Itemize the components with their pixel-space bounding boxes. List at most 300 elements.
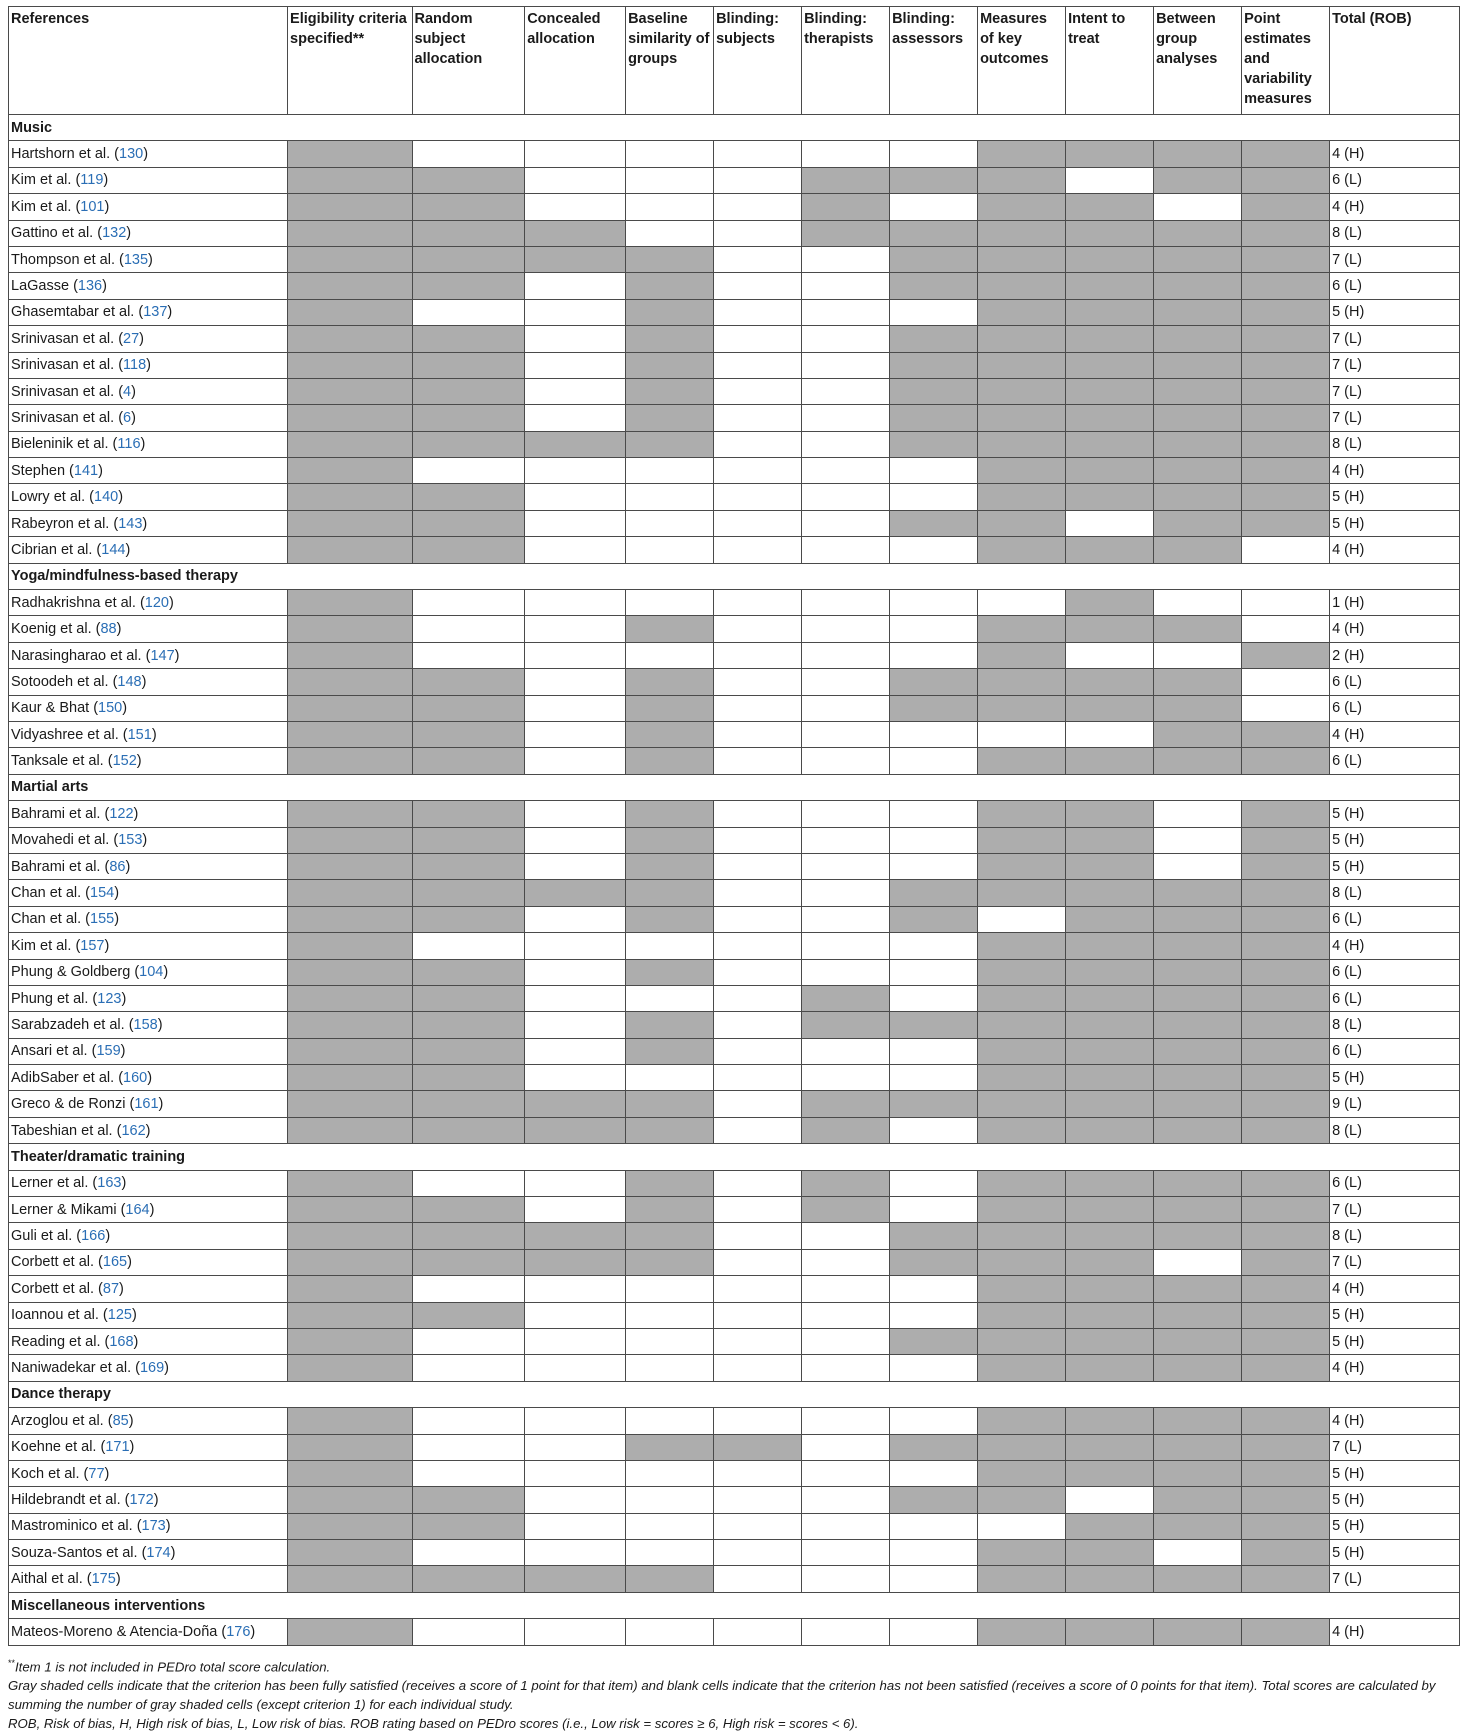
reference-cell (9, 405, 288, 431)
criterion-cell-satisfied (978, 1355, 1066, 1381)
citation-link[interactable]: 141 (73, 462, 99, 479)
column-header-random-allocation: Random subject allocation (412, 7, 525, 115)
criterion-cell-satisfied (1242, 933, 1330, 959)
criterion-cell-unsatisfied (1066, 510, 1154, 536)
criterion-cell-satisfied (288, 220, 412, 246)
citation-close-paren: ) (131, 1307, 137, 1324)
total-rob-cell: 5 (H) (1330, 827, 1460, 853)
reference-name: Radhakrishna et al. (11, 594, 136, 611)
criterion-cell-satisfied (288, 721, 412, 747)
citation-open-paren: ( (134, 304, 144, 321)
citation-link[interactable]: 159 (96, 1043, 121, 1060)
criterion-cell-satisfied (1154, 326, 1242, 352)
citation-link[interactable]: 104 (139, 964, 164, 981)
citation-close-paren: ) (148, 251, 153, 268)
table-row (9, 141, 1460, 167)
criterion-cell-satisfied (412, 1223, 525, 1249)
criterion-cell-unsatisfied (714, 933, 802, 959)
reference-cell (9, 906, 288, 932)
citation-link[interactable]: 152 (112, 753, 137, 770)
citation-open-paren: ( (79, 1465, 89, 1482)
criterion-cell-satisfied (412, 167, 525, 193)
criterion-cell-unsatisfied (714, 853, 802, 879)
citation-link[interactable]: 144 (101, 541, 126, 558)
criterion-cell-satisfied (1066, 748, 1154, 774)
criterion-cell-satisfied (1066, 1619, 1154, 1645)
citation-link[interactable]: 120 (144, 594, 169, 611)
category-title: Theater/dramatic training (9, 1144, 1460, 1170)
criterion-cell-satisfied (626, 880, 714, 906)
column-header-key-outcomes: Measures of key outcomes (978, 7, 1066, 115)
criterion-cell-satisfied (1066, 484, 1154, 510)
criterion-cell-unsatisfied (1154, 827, 1242, 853)
criterion-cell-satisfied (978, 801, 1066, 827)
criterion-cell-satisfied (1154, 458, 1242, 484)
criterion-cell-satisfied (978, 1619, 1066, 1645)
criterion-cell-satisfied (1242, 431, 1330, 457)
citation-link[interactable]: 137 (143, 304, 168, 321)
citation-link[interactable]: 161 (134, 1096, 159, 1113)
citation-link[interactable]: 136 (77, 278, 103, 295)
total-rob-cell: 7 (L) (1330, 378, 1460, 404)
criterion-cell-unsatisfied (626, 1619, 714, 1645)
citation-link[interactable]: 158 (133, 1016, 158, 1033)
criterion-cell-unsatisfied (802, 1566, 890, 1592)
criterion-cell-satisfied (978, 167, 1066, 193)
criterion-cell-unsatisfied (714, 273, 802, 299)
table-row (9, 431, 1460, 457)
column-header-blinding-assessors: Blinding: assessors (890, 7, 978, 115)
criterion-cell-satisfied (1066, 537, 1154, 563)
citation-link[interactable]: 4 (123, 383, 132, 400)
criterion-cell-unsatisfied (802, 1540, 890, 1566)
column-header-baseline-similarity: Baseline similarity of groups (626, 7, 714, 115)
citation-link[interactable]: 155 (90, 911, 115, 928)
reference-cell (9, 721, 288, 747)
total-rob-cell: 6 (L) (1330, 959, 1460, 985)
citation-link[interactable]: 130 (119, 146, 144, 163)
criterion-cell-satisfied (1154, 405, 1242, 431)
citation-close-paren: ) (103, 172, 109, 189)
citation-link[interactable]: 122 (109, 805, 134, 822)
citation-link[interactable]: 123 (97, 990, 122, 1007)
criterion-cell-unsatisfied (802, 431, 890, 457)
criterion-cell-unsatisfied (802, 1065, 890, 1091)
criterion-cell-satisfied (1154, 484, 1242, 510)
criterion-cell-satisfied (1066, 1408, 1154, 1434)
reference-cell (9, 1513, 288, 1539)
citation-link[interactable]: 148 (117, 673, 142, 690)
citation-link[interactable]: 169 (139, 1360, 165, 1377)
criterion-cell-satisfied (1242, 1540, 1330, 1566)
criterion-cell-satisfied (288, 1249, 412, 1275)
criterion-cell-satisfied (1154, 959, 1242, 985)
table-row (9, 959, 1460, 985)
criterion-cell-satisfied (626, 1117, 714, 1143)
criterion-cell-satisfied (1066, 194, 1154, 220)
criterion-cell-unsatisfied (525, 141, 626, 167)
citation-link[interactable]: 172 (129, 1492, 154, 1508)
criterion-cell-satisfied (890, 695, 978, 721)
total-rob-cell: 5 (H) (1330, 1487, 1460, 1513)
reference-cell (9, 1170, 288, 1196)
citation-link[interactable]: 118 (123, 357, 147, 374)
citation-link[interactable]: 171 (105, 1439, 130, 1456)
reference-name: Bieleninik et al. (11, 436, 109, 453)
citation-open-paren: ( (132, 1518, 142, 1535)
criterion-cell-satisfied (288, 299, 412, 325)
total-rob-cell: 4 (H) (1330, 1355, 1460, 1381)
criterion-cell-unsatisfied (626, 194, 714, 220)
reference-name: Koch et al. (11, 1465, 80, 1482)
footnote-text: Item 1 is not included in PEDro total score calculation. (15, 1659, 331, 1675)
total-rob-cell: 6 (L) (1330, 748, 1460, 774)
citation-link[interactable]: 140 (94, 489, 119, 506)
criterion-cell-satisfied (890, 1091, 978, 1117)
criterion-cell-satisfied (1242, 167, 1330, 193)
criterion-cell-satisfied (1154, 220, 1242, 246)
criterion-cell-satisfied (412, 378, 525, 404)
citation-link[interactable]: 27 (123, 330, 140, 347)
criterion-cell-unsatisfied (890, 616, 978, 642)
criterion-cell-unsatisfied (714, 141, 802, 167)
criterion-cell-satisfied (1242, 801, 1330, 827)
citation-close-paren: ) (149, 1201, 155, 1218)
reference-name: Arzoglou et al. (11, 1412, 104, 1429)
category-row (9, 1144, 1460, 1170)
criterion-cell-satisfied (1066, 1434, 1154, 1460)
criterion-cell-satisfied (288, 1012, 412, 1038)
criterion-cell-satisfied (412, 431, 525, 457)
total-rob-cell: 4 (H) (1330, 141, 1460, 167)
column-header-between-group: Between group analyses (1154, 7, 1242, 115)
criterion-cell-satisfied (802, 1197, 890, 1223)
total-rob-cell: 4 (H) (1330, 537, 1460, 563)
citation-open-paren: ( (88, 990, 98, 1007)
criterion-cell-satisfied (1066, 1513, 1154, 1539)
citation-open-paren: ( (72, 1228, 82, 1245)
reference-name: Greco & de Ronzi (11, 1096, 126, 1113)
citation-close-paren: ) (102, 278, 107, 295)
citation-link[interactable]: 143 (118, 515, 143, 532)
citation-link[interactable]: 125 (107, 1307, 132, 1324)
citation-close-paren: ) (127, 1254, 132, 1271)
criterion-cell-satisfied (412, 695, 525, 721)
criterion-cell-satisfied (978, 1540, 1066, 1566)
criterion-cell-satisfied (1154, 669, 1242, 695)
criterion-cell-unsatisfied (412, 616, 525, 642)
criterion-cell-unsatisfied (626, 537, 714, 563)
citation-link[interactable]: 162 (121, 1122, 146, 1139)
criterion-cell-satisfied (412, 1302, 525, 1328)
citation-open-paren: ( (89, 700, 99, 717)
criterion-cell-satisfied (1242, 959, 1330, 985)
criterion-cell-satisfied (525, 1223, 626, 1249)
reference-name: Narasingharao et al. (11, 647, 142, 664)
criterion-cell-satisfied (288, 1065, 412, 1091)
citation-link[interactable]: 85 (112, 1412, 129, 1429)
criterion-cell-satisfied (1242, 1091, 1330, 1117)
total-rob-cell: 5 (H) (1330, 510, 1460, 536)
criterion-cell-satisfied (1242, 1355, 1330, 1381)
citation-link[interactable]: 175 (91, 1571, 116, 1588)
reference-name: Bahrami et al. (11, 858, 101, 875)
criterion-cell-unsatisfied (802, 590, 890, 616)
criterion-cell-unsatisfied (1154, 194, 1242, 220)
citation-open-paren: ( (114, 251, 124, 268)
criterion-cell-unsatisfied (714, 801, 802, 827)
total-rob-cell: 8 (L) (1330, 1223, 1460, 1249)
citation-link[interactable]: 86 (109, 858, 126, 875)
criterion-cell-satisfied (978, 1065, 1066, 1091)
criterion-cell-unsatisfied (525, 590, 626, 616)
criterion-cell-satisfied (288, 458, 412, 484)
criterion-cell-satisfied (1066, 1065, 1154, 1091)
criterion-cell-unsatisfied (890, 299, 978, 325)
criterion-cell-unsatisfied (802, 1223, 890, 1249)
category-title: Martial arts (9, 774, 1460, 800)
table-row (9, 1328, 1460, 1354)
table-row (9, 1065, 1460, 1091)
citation-link[interactable]: 147 (150, 647, 175, 664)
criterion-cell-satisfied (890, 1012, 978, 1038)
criterion-cell-satisfied (1242, 1513, 1330, 1539)
criterion-cell-satisfied (890, 1487, 978, 1513)
reference-name: Bahrami et al. (11, 805, 101, 822)
criterion-cell-satisfied (288, 853, 412, 879)
criterion-cell-satisfied (1242, 1197, 1330, 1223)
citation-link[interactable]: 164 (125, 1201, 150, 1218)
criterion-cell-unsatisfied (714, 906, 802, 932)
total-rob-cell: 5 (H) (1330, 853, 1460, 879)
criterion-cell-satisfied (1242, 326, 1330, 352)
criterion-cell-satisfied (1154, 985, 1242, 1011)
criterion-cell-unsatisfied (525, 642, 626, 668)
citation-link[interactable]: 166 (81, 1228, 106, 1245)
criterion-cell-unsatisfied (890, 1460, 978, 1486)
reference-name: Hartshorn et al. (11, 146, 111, 163)
criterion-cell-satisfied (1066, 1012, 1154, 1038)
citation-link[interactable]: 168 (109, 1333, 134, 1350)
column-header-concealed-allocation: Concealed allocation (525, 7, 626, 115)
citation-open-paren: ( (109, 515, 119, 532)
citation-link[interactable]: 160 (123, 1069, 148, 1086)
citation-link[interactable]: 87 (102, 1280, 120, 1297)
criterion-cell-unsatisfied (525, 1065, 626, 1091)
citation-link[interactable]: 176 (226, 1623, 251, 1640)
shading-legend: Gray shaded cells indicate that the criterion has been fully satisfied (receives a score of 1 point for that item) and blank cells indicate that the criterion has not been satisfied (receives a score of 0 points for that item). Total scores are calculated by summing the number of gray shaded cells (except criterion 1) for each individual study. (8, 1678, 1436, 1713)
criterion-cell-unsatisfied (525, 405, 626, 431)
criterion-cell-satisfied (978, 642, 1066, 668)
criterion-cell-satisfied (288, 1566, 412, 1592)
reference-cell (9, 1276, 288, 1302)
citation-link[interactable]: 163 (97, 1175, 122, 1192)
citation-link[interactable]: 150 (98, 700, 123, 717)
criterion-cell-unsatisfied (802, 246, 890, 272)
reference-name: Guli et al. (11, 1228, 73, 1245)
citation-link[interactable]: 132 (102, 225, 127, 242)
citation-link[interactable]: 6 (123, 409, 132, 426)
criterion-cell-satisfied (412, 827, 525, 853)
table-row (9, 721, 1460, 747)
criterion-cell-unsatisfied (1154, 1249, 1242, 1275)
criterion-cell-satisfied (1242, 1460, 1330, 1486)
criterion-cell-unsatisfied (802, 721, 890, 747)
criterion-cell-unsatisfied (525, 1038, 626, 1064)
reference-name: Cibrian et al. (11, 541, 93, 558)
reference-name: Lowry et al. (11, 489, 86, 506)
footnote (8, 1654, 1460, 1676)
criterion-cell-satisfied (1154, 1065, 1242, 1091)
reference-name: Ioannou et al. (11, 1307, 99, 1324)
criterion-cell-unsatisfied (626, 1302, 714, 1328)
criterion-cell-satisfied (1066, 352, 1154, 378)
criterion-cell-satisfied (978, 880, 1066, 906)
citation-close-paren: ) (136, 753, 142, 770)
reference-name: Thompson et al. (11, 251, 115, 268)
citation-close-paren: ) (116, 621, 122, 638)
criterion-cell-unsatisfied (714, 880, 802, 906)
criterion-cell-satisfied (1154, 906, 1242, 932)
criterion-cell-unsatisfied (890, 1276, 978, 1302)
criterion-cell-satisfied (890, 1434, 978, 1460)
criterion-cell-unsatisfied (890, 1566, 978, 1592)
reference-cell (9, 853, 288, 879)
criterion-cell-unsatisfied (525, 299, 626, 325)
citation-link[interactable]: 101 (80, 198, 105, 215)
criterion-cell-satisfied (978, 1038, 1066, 1064)
table-row (9, 273, 1460, 299)
total-rob-cell: 5 (H) (1330, 1302, 1460, 1328)
citation-link[interactable]: 174 (146, 1544, 171, 1561)
table-row (9, 985, 1460, 1011)
criterion-cell-satisfied (412, 1117, 525, 1143)
criterion-cell-satisfied (525, 1091, 626, 1117)
citation-close-paren: ) (105, 1228, 111, 1245)
criterion-cell-unsatisfied (714, 1513, 802, 1539)
citation-link[interactable]: 116 (117, 436, 141, 453)
criterion-cell-satisfied (802, 220, 890, 246)
criterion-cell-satisfied (412, 537, 525, 563)
criterion-cell-unsatisfied (714, 721, 802, 747)
citation-link[interactable]: 165 (102, 1254, 128, 1271)
criterion-cell-unsatisfied (714, 1117, 802, 1143)
risk-of-bias-table (8, 6, 1460, 1646)
criterion-cell-unsatisfied (714, 1197, 802, 1223)
citation-link[interactable]: 77 (88, 1465, 105, 1482)
criterion-cell-satisfied (1154, 1197, 1242, 1223)
criterion-cell-unsatisfied (802, 853, 890, 879)
criterion-cell-unsatisfied (714, 220, 802, 246)
criterion-cell-unsatisfied (714, 590, 802, 616)
criterion-cell-satisfied (1066, 378, 1154, 404)
citation-close-paren: ) (157, 1016, 163, 1033)
reference-name: Lerner et al. (11, 1175, 89, 1192)
criterion-cell-satisfied (288, 167, 412, 193)
criterion-cell-unsatisfied (714, 405, 802, 431)
citation-link[interactable]: 173 (141, 1518, 166, 1535)
table-row (9, 669, 1460, 695)
citation-link[interactable]: 151 (127, 726, 152, 743)
reference-cell (9, 246, 288, 272)
total-rob-cell: 5 (H) (1330, 1328, 1460, 1354)
criterion-cell-unsatisfied (890, 1302, 978, 1328)
citation-open-paren: ( (71, 198, 81, 215)
citation-open-paren: ( (85, 489, 95, 506)
table-row (9, 1091, 1460, 1117)
criterion-cell-satisfied (288, 1487, 412, 1513)
criterion-cell-unsatisfied (525, 1355, 626, 1381)
citation-link[interactable]: 157 (80, 937, 105, 954)
criterion-cell-unsatisfied (525, 801, 626, 827)
reference-name: Ghasemtabar et al. (11, 304, 135, 321)
reference-cell (9, 642, 288, 668)
criterion-cell-satisfied (978, 1170, 1066, 1196)
criterion-cell-satisfied (1154, 1302, 1242, 1328)
criterion-cell-satisfied (288, 141, 412, 167)
citation-link[interactable]: 119 (80, 172, 104, 189)
criterion-cell-unsatisfied (1154, 853, 1242, 879)
reference-cell (9, 827, 288, 853)
criterion-cell-satisfied (412, 721, 525, 747)
criterion-cell-satisfied (288, 1302, 412, 1328)
criterion-cell-satisfied (288, 880, 412, 906)
citation-link[interactable]: 154 (90, 885, 115, 902)
category-row (9, 1381, 1460, 1407)
header-row (9, 7, 1460, 115)
reference-cell (9, 1566, 288, 1592)
criterion-cell-satisfied (1242, 141, 1330, 167)
criterion-cell-satisfied (626, 906, 714, 932)
criterion-cell-satisfied (978, 246, 1066, 272)
reference-cell (9, 1328, 288, 1354)
criterion-cell-satisfied (1154, 141, 1242, 167)
criterion-cell-unsatisfied (890, 1197, 978, 1223)
criterion-cell-satisfied (288, 669, 412, 695)
criterion-cell-unsatisfied (714, 1460, 802, 1486)
criterion-cell-unsatisfied (802, 326, 890, 352)
total-rob-cell: 5 (H) (1330, 484, 1460, 510)
citation-link[interactable]: 153 (118, 832, 143, 849)
criterion-cell-unsatisfied (1154, 642, 1242, 668)
criterion-cell-satisfied (1066, 1038, 1154, 1064)
criterion-cell-satisfied (288, 1223, 412, 1249)
criterion-cell-unsatisfied (802, 748, 890, 774)
reference-cell (9, 616, 288, 642)
criterion-cell-unsatisfied (714, 326, 802, 352)
criterion-cell-unsatisfied (525, 458, 626, 484)
criterion-cell-satisfied (412, 959, 525, 985)
table-row (9, 1434, 1460, 1460)
criterion-cell-unsatisfied (525, 721, 626, 747)
citation-link[interactable]: 88 (100, 621, 117, 638)
citation-link[interactable]: 135 (123, 251, 149, 268)
criterion-cell-satisfied (412, 326, 525, 352)
reference-cell (9, 933, 288, 959)
criterion-cell-unsatisfied (525, 853, 626, 879)
criterion-cell-satisfied (626, 695, 714, 721)
criterion-cell-satisfied (288, 1619, 412, 1645)
criterion-cell-unsatisfied (412, 1355, 525, 1381)
criterion-cell-satisfied (978, 1408, 1066, 1434)
criterion-cell-satisfied (890, 273, 978, 299)
reference-name: Phung & Goldberg (11, 964, 131, 981)
criterion-cell-unsatisfied (525, 1012, 626, 1038)
criterion-cell-satisfied (1066, 1170, 1154, 1196)
criterion-cell-satisfied (1154, 1170, 1242, 1196)
criterion-cell-satisfied (626, 246, 714, 272)
criterion-cell-unsatisfied (714, 1619, 802, 1645)
